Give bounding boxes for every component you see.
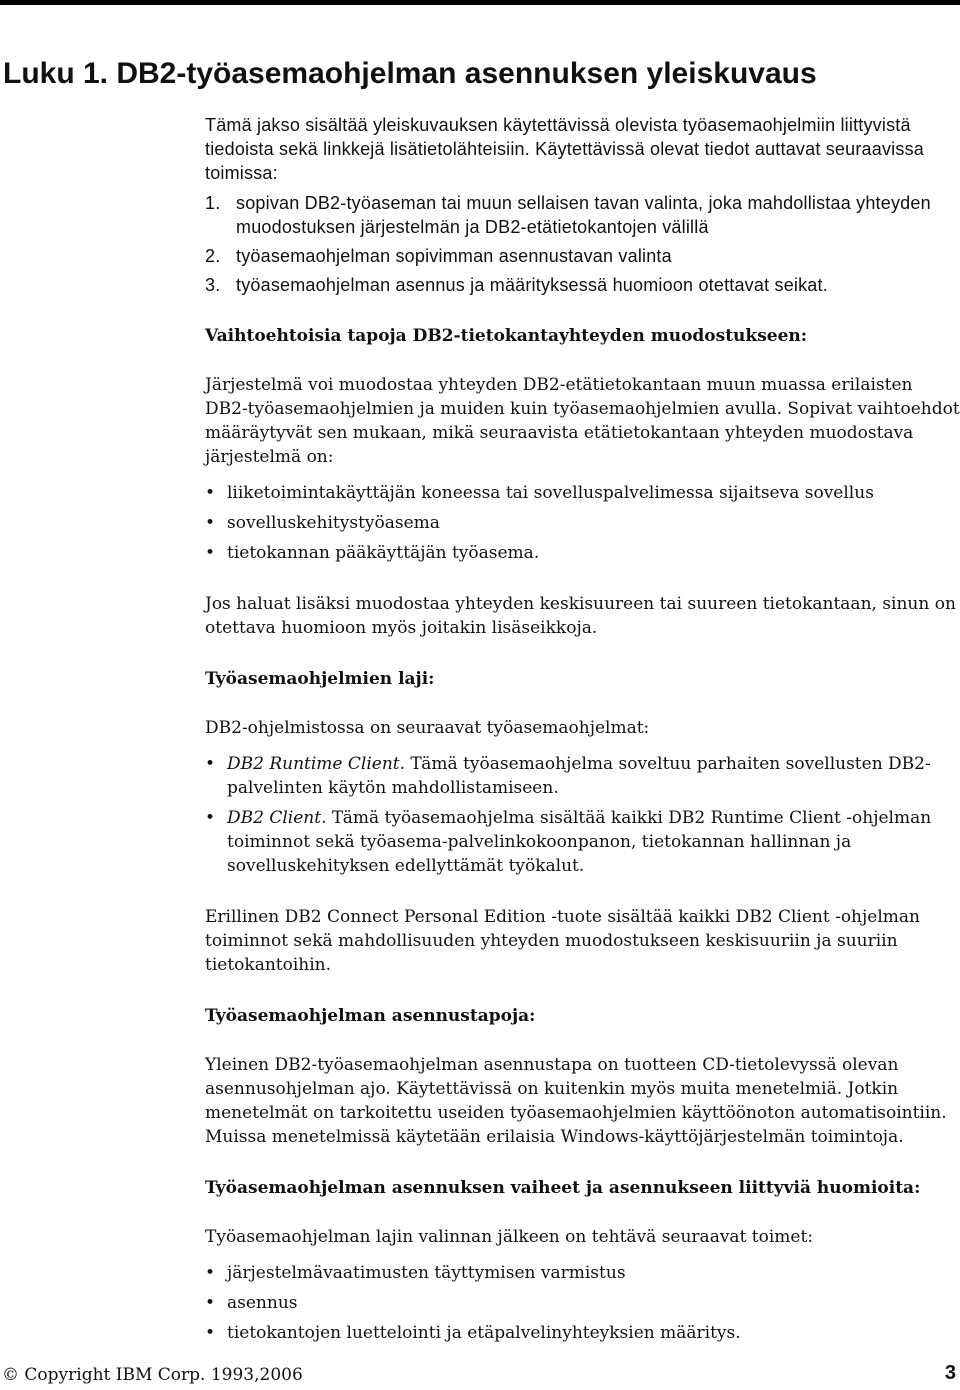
list-item — [205, 511, 960, 535]
list-item — [205, 752, 960, 800]
list-item-text: sopivan DB2-työaseman tai muun sellaisen tavan valinta, joka mahdollistaa yhteyden muodostuksen järjestelmän ja DB2-etätietokantojen välillä — [236, 193, 931, 237]
copyright-notice: © Copyright IBM Corp. 1993,2006 — [2, 1365, 303, 1385]
list-item — [205, 273, 960, 297]
bullet-list — [205, 1261, 960, 1345]
bullet-icon: • — [205, 513, 216, 533]
steps-list — [205, 191, 960, 297]
list-number: 3. — [205, 275, 221, 295]
section-heading: Vaihtoehtoisia tapoja DB2-tietokantayhteyden muodostukseen: — [205, 326, 808, 346]
list-item — [205, 1261, 960, 1285]
bullet-icon: • — [205, 1263, 216, 1283]
bullet-list — [205, 752, 960, 878]
section-heading: Työasemaohjelmien laji: — [205, 669, 435, 689]
section-paragraph: DB2-ohjelmistossa on seuraavat työasemaohjelmat: — [205, 718, 650, 738]
section-paragraph: Erillinen DB2 Connect Personal Edition -tuote sisältää kaikki DB2 Client -ohjelman toiminnot sekä mahdollisuuden yhteyden muodostukseen keskisuuriin ja suuriin tietokantoihin. — [205, 907, 920, 975]
product-name: DB2 Runtime Client. — [227, 754, 406, 774]
list-item — [205, 244, 960, 268]
list-item — [205, 541, 960, 565]
bullet-icon: • — [205, 754, 216, 774]
bullet-icon: • — [205, 543, 216, 563]
intro-paragraph: Tämä jakso sisältää yleiskuvauksen käytettävissä olevista työasemaohjelmiin liittyvistä tiedoista sekä linkkejä lisätietolähteisiin. Käytettävissä olevat tiedot auttavat seuraavissa toimissa: — [205, 115, 924, 183]
list-item-text: työasemaohjelman asennus ja määrityksessä huomioon otettavat seikat. — [236, 275, 828, 295]
list-item — [205, 1321, 960, 1345]
list-item-text: asennus — [227, 1293, 298, 1313]
top-rule — [0, 0, 960, 5]
list-item — [205, 806, 960, 878]
section-heading: Työasemaohjelman asennustapoja: — [205, 1006, 536, 1026]
bullet-icon: • — [205, 1323, 216, 1343]
bullet-icon: • — [205, 808, 216, 828]
list-item-text: tietokantojen luettelointi ja etäpalvelinyhteyksien määritys. — [227, 1323, 741, 1343]
list-number: 1. — [205, 193, 221, 213]
product-name: DB2 Client. — [227, 808, 327, 828]
bullet-list — [205, 481, 960, 565]
section-paragraph: Työasemaohjelman lajin valinnan jälkeen on tehtävä seuraavat toimet: — [205, 1227, 814, 1247]
section-paragraph: Jos haluat lisäksi muodostaa yhteyden keskisuureen tai suureen tietokantaan, sinun on otettava huomioon myös joitakin lisäseikkoja. — [205, 594, 956, 638]
list-item-text: Tämä työasemaohjelma sisältää kaikki DB2 Runtime Client -ohjelman toiminnot sekä työasema-palvelinkokoonpanon, tietokannan hallinnan ja sovelluskehityksen edellyttämät työkalut. — [227, 808, 932, 876]
section-paragraph: Järjestelmä voi muodostaa yhteyden DB2-etätietokantaan muun muassa erilaisten DB2-työasemaohjelmien ja muiden kuin työasemaohjelmien avulla. Sopivat vaihtoehdot määräytyvät sen mukaan, mikä seuraavista etätietokantaan yhteyden muodostava järjestelmä on: — [205, 375, 960, 467]
list-number: 2. — [205, 246, 221, 266]
section-paragraph: Yleinen DB2-työasemaohjelman asennustapa on tuotteen CD-tietolevyssä olevan asennusohjelman ajo. Käytettävissä on kuitenkin myös muita menetelmiä. Jotkin menetelmät on tarkoitettu useiden työasemaohjelmien käyttöönoton automatisointiin. Muissa menetelmissä käytetään erilaisia Windows-käyttöjärjestelmän toimintoja. — [205, 1055, 947, 1147]
chapter-title: Luku 1. DB2-työasemaohjelman asennuksen yleiskuvaus — [3, 57, 817, 90]
list-item — [205, 481, 960, 505]
list-item-text: tietokannan pääkäyttäjän työasema. — [227, 543, 540, 563]
bullet-icon: • — [205, 483, 216, 503]
list-item-text: liiketoimintakäyttäjän koneessa tai sovelluspalvelimessa sijaitseva sovellus — [227, 483, 874, 503]
list-item — [205, 1291, 960, 1315]
list-item-text: järjestelmävaatimusten täyttymisen varmistus — [227, 1263, 626, 1283]
bullet-icon: • — [205, 1293, 216, 1313]
list-item-text: työasemaohjelman sopivimman asennustavan valinta — [236, 246, 672, 266]
page-content — [205, 113, 960, 1351]
page-number: 3 — [944, 1362, 956, 1384]
section-heading: Työasemaohjelman asennuksen vaiheet ja asennukseen liittyviä huomioita: — [205, 1178, 921, 1198]
list-item-text: sovelluskehitystyöasema — [227, 513, 440, 533]
list-item-text: Tämä työasemaohjelma soveltuu parhaiten sovellusten DB2-palvelinten käytön mahdollistamiseen. — [227, 754, 931, 798]
list-item — [205, 191, 960, 239]
